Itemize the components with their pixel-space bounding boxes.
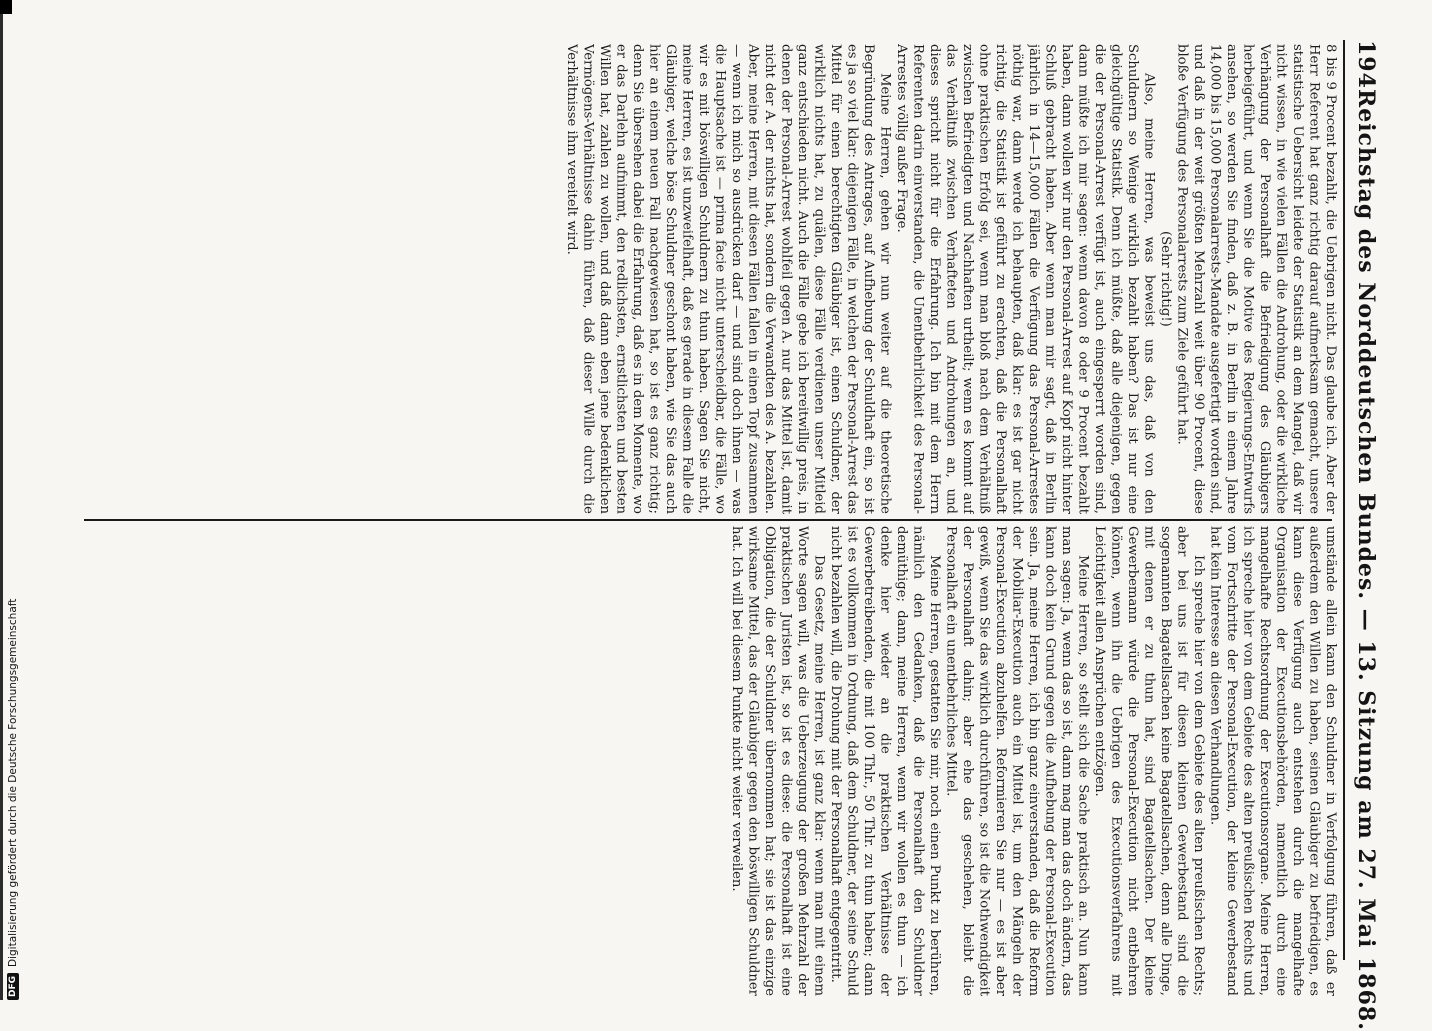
paragraph: Ich spreche hier von dem Gebiete des alten preußischen Rechts; aber bei uns ist für diesen kleinen Gewerbestand sind die sogenannten Bagatellsachen keine Bagatellsachen, denn alle Dinge, mit denen er zu thun hat, sind Bagatellsachen. Der kleine Gewerbemann würde die Personal-Execution nicht entbehren können, wenn ihn die Uebrigen des Executionsverfahrens mit Leichtigkeit allen Ansprüchen entzögen.: [1092, 526, 1206, 996]
running-head: [1348, 40, 1384, 1031]
corner-mark: [0, 0, 12, 14]
paragraph: Meine Herren, so stellt sich die Sache praktisch an. Nun kann man sagen: Ja, wenn das so ist, dann mag man das doch ändern, das kann doch kein Grund gegen die Aufhebung der Personal-Execution sein. Ja, meine Herren, ich bin ganz einverstanden, daß die Reform der Mobiliar-Execution auch ein Mittel ist, um den Mängeln der Personal-Execution abzuhelfen. Reformieren Sie nur — es ist aber gewiß, wenn Sie das wirklich durchführen, so ist die Nothwendigkeit der Personalhaft dahin; aber ehe das geschehen, bleibt die Personalhaft ein unentbehrliches Mittel.: [943, 526, 1091, 996]
header-rule: [1343, 40, 1345, 960]
digitization-credit: [2, 600, 24, 1000]
text-column-2: [88, 526, 1338, 996]
paragraph: Das Gesetz, meine Herren, ist ganz klar: wenn man mit einem Worte sagen will, was die Ueberzeugung der großen Mehrzahl der praktischen Juristen ist, so ist es diese: die Personalhaft ist eine Obligation, die der Schuldner übernommen hat; sie ist das einzige wirksame Mittel, das der Gläubiger gegen den böswilligen Schuldner hat. Ich will bei diesem Punkte nicht weiter verweilen.: [729, 526, 827, 996]
interjection: (Sehr richtig!): [1158, 231, 1173, 327]
page-number: 194: [1353, 40, 1379, 89]
dfg-logo: DFG: [7, 973, 19, 1000]
credit-text: Digitalisierung gefördert durch die Deutsche Forschungsgemeinschaft: [7, 598, 19, 967]
paragraph: umstände allein kann den Schuldner in Verfolgung führen, daß er außerdem den Willen zu haben, seinen Gläubiger zu befriedigen, es kann diese Verfügung auch entstehen durch die mangelhafte Organisation der Executionsbehörden, namentlich durch eine mangelhafte Rechtsordnung der Executionsorgane. Meine Herren, ich spreche hier von dem Gebiete des alten preußischen Rechts und vom Fortschritte der Personal-Execution, der kleine Gewerbestand hat kein Interesse an diesen Verhandlungen.: [1207, 526, 1338, 996]
running-title: Reichstag des Norddeutschen Bundes. — 13. Sitzung am 27. Mai 1868.: [1353, 88, 1379, 1031]
paragraph: Meine Herren, gehen wir nun weiter auf die theoretische Begründung des Antrages, auf Aufhebung der Schuldhaft ein, so ist es ja so viel klar: diejenigen Fälle, in welchen der Personal-Arrest das Mittel für einen berechtigten Gläubiger ist, einen Schuldner, der wirklich nichts hat, zu quälen, diese Fälle verdienen unser Mitleid ganz entschieden nicht. Auch die Fälle gebe ich bereitwillig preis, in denen der Personal-Arrest wohlfeil gegen A. nur das Mittel ist, damit nicht der A. der nichts hat, sondern die Verwandten des A. bezahlen. Aber, meine Herren, mit diesen Fällen fallen in einen Topf zusammen — wenn ich mich so ausdrücken darf — und sind doch ihnen — was die Hauptsache ist — prima facie nicht unterscheidbar, die Fälle, wo wir es mit böswilligen Schuldnern zu thun haben. Sagen Sie nicht, meine Herren, es ist unzweifelhaft, daß es gerade in diesem Falle die Gläubiger, welche böse Schuldner geschont haben, wie Sie das auch hier an einem neuen Fall nachgewiesen hat, so ist es ganz richtig; denn Sie übersehen dabei die Erfahrung, daß es in dem Momente, wo er das Darlehn aufnimmt, den redlichsten, ernstlichsten und besten Willen hat, zahlen zu wollen, und daß dann eben jene bedenklichen Vermögens-Verhältnisse dahin führen, daß dieser Wille durch die Verhältnisse ihm vereitelt wird.: [564, 44, 893, 514]
paragraph: 8 bis 9 Procent bezahlt, die Uebrigen nicht. Das glaube ich. Aber der Herr Referent hat ganz richtig darauf aufmerksam gemacht, unsere statistische Uebersicht leidete der Statistik an dem Mangel, daß wir nicht wissen, in wie vielen Fällen die Androhung, oder die wirkliche Verhängung der Personalhaft die Befriedigung des Gläubigers herbeigeführt, und wenn Sie die Motive des Regierungs-Entwurfs ansehen, so werden Sie finden, daß z. B. in Berlin in einem Jahre 14,000 bis 15,000 Personalarrests-Mandate ausgefertigt worden sind, und daß in der weit größten Mehrzahl weit über 90 Procent, diese bloße Verfügung des Personalarrests zum Ziele geführt hat.: [1174, 44, 1338, 514]
text-column-1: [88, 44, 1338, 514]
paragraph: Also, meine Herren, was beweist uns das, daß von den Schuldnern so Wenige wirklich bezahlt haben? Das ist nur eine gleichgültige Statistik. Denn ich müßte, daß alle diejenigen, gegen die der Personal-Arrest verfügt ist, auch eingesperrt worden sind, dann müßte ich mir sagen: wenn davon 8 oder 9 Procent bezahlt haben, dann wollen wir nur den Personal-Arrest auf Kopf nicht hinter Schluß gebracht haben. Aber wenn man mir sagt, daß in Berlin jährlich in 14—15,000 Fällen die Verfügung das Personal-Arrestes nöthig war, dann werde ich behaupten, daß klar: es ist gar nicht richtig, die Statistik ist geführt zu erachten, daß die Personalhaft ohne praktischen Erfolg sei, wenn man bloß nach dem Verhältniß zwischen Befriedigten und Nachhaften urtheilt; wenn es kommt auf das Verhältniß zwischen Verhafteten und Androhungen an, und dieses spricht nicht für die Erfahrung. Ich bin mit dem Herrn Referenten darin einverstanden, die Unentbehrlichkeit des Personal-Arrestes völlig außer Frage.: [894, 44, 1157, 514]
paragraph: Meine Herren, gestatten Sie mir, noch einen Punkt zu berühren, nämlich den Gedanken, daß die Personalhaft den Schuldner demüthige; dann, meine Herren, wenn wir wollen es thun — ich denke hier wieder an die praktischen Verhältnisse der Gewerbetreibenden, die mit 100 Thlr., 50 Thlr. zu thun haben; dann ist es vollkommen in Ordnung, daß dem Schuldner, der seine Schuld nicht bezahlen will, die Drohung mit der Personalhaft entgegentritt.: [828, 526, 942, 996]
column-rule: [84, 519, 1332, 521]
